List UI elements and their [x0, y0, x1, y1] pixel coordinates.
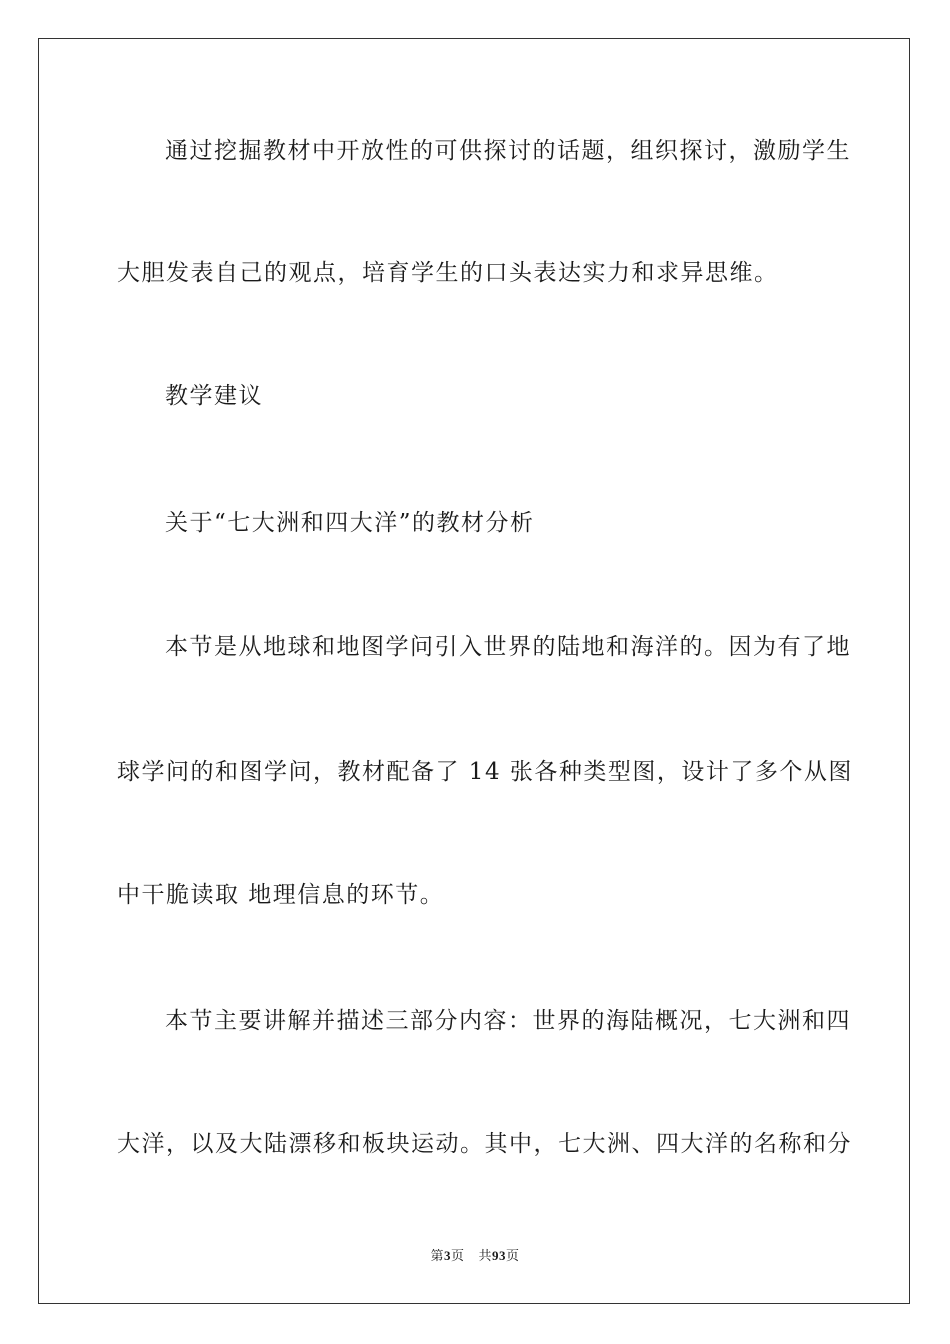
total-pages: 93 — [492, 1248, 507, 1263]
subsection-heading: 关于“七大洲和四大洋”的教材分析 — [165, 510, 535, 536]
page-number: 3 — [443, 1248, 451, 1263]
paragraph-line-4: 球学问的和图学问，教材配备了 14 张各种类型图，设计了多个从图 — [117, 759, 853, 785]
paragraph-line-7: 大洋，以及大陆漂移和板块运动。其中，七大洲、四大洋的名称和分 — [117, 1131, 852, 1157]
total-prefix: 共 — [478, 1249, 493, 1264]
paragraph-line-5: 中干脆读取 地理信息的环节。 — [117, 882, 445, 908]
page-frame — [38, 38, 910, 1304]
total-suffix: 页 — [506, 1249, 520, 1264]
paragraph-line-3: 本节是从地球和地图学问引入世界的陆地和海洋的。因为有了地 — [165, 634, 851, 660]
paragraph-line-1: 通过挖掘教材中开放性的可供探讨的话题，组织探讨，激励学生 — [165, 138, 851, 164]
paragraph-line-6: 本节主要讲解并描述三部分内容：世界的海陆概况，七大洲和四 — [165, 1008, 851, 1034]
page-suffix: 页 — [450, 1249, 465, 1264]
paragraph-line-2: 大胆发表自己的观点，培育学生的口头表达实力和求异思维。 — [117, 260, 779, 286]
section-heading: 教学建议 — [165, 383, 263, 409]
page-prefix: 第 — [430, 1249, 444, 1264]
page-footer — [0, 1246, 950, 1267]
